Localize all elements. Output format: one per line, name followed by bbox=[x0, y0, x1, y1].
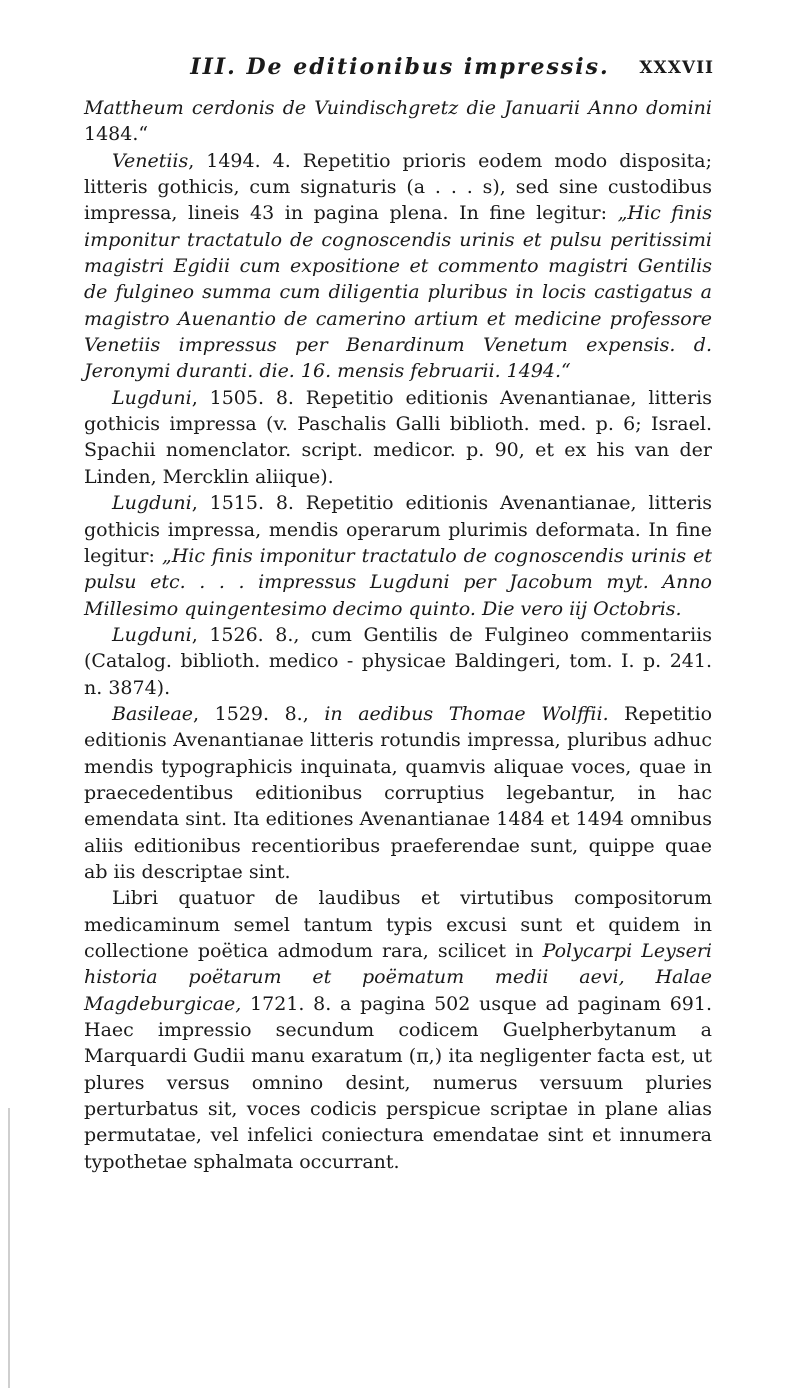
text-segment: 1721. 8. a pagina 502 usque ad paginam 691. Haec impressio secundum codicem Guelpherbytanum a Marquardi Gudii manu exaratum (π,) ita negligenter facta est, ut plures versus omnino desint, numerus versuum pluries perturbatus sit, voces codicis perspicue scriptae in plane alias permutatae, vel infelici coniectura emendatae sint et innumera typothetae sphalmata occurrant. bbox=[84, 992, 712, 1173]
text-segment: , 1529. 8., bbox=[193, 702, 325, 725]
running-title: III. De editionibus impressis. bbox=[190, 54, 610, 80]
text-segment: in aedibus Thomae Wolffii. bbox=[324, 702, 609, 725]
entry-paragraph bbox=[84, 701, 712, 885]
text-segment: Lugduni bbox=[112, 623, 192, 646]
text-segment: Libri quatuor de laudibus et virtutibus compositorum medicaminum semel tantum typis excusi sunt et quidem in collectione poëtica admodum rara, scilicet in bbox=[84, 887, 712, 962]
scan-margin-line bbox=[8, 1108, 10, 1388]
text-segment: , 1505. 8. Repetitio editionis Avenantianae, litteris gothicis impressa (v. Paschalis Galli biblioth. med. p. 6; Israel. Spachii nomenclator. script. medicor. p. 90, et ex his van der Linden, Mercklin aliique). bbox=[84, 386, 712, 488]
text-segment: Lugduni bbox=[112, 386, 192, 409]
entry-paragraph bbox=[84, 490, 712, 622]
text-segment: Mattheum cerdonis de Vuindischgretz die Januarii Anno domini bbox=[84, 97, 712, 119]
entry-paragraph bbox=[84, 95, 712, 148]
text-segment: , 1494. 4. Repetitio prioris eodem modo disposita; litteris gothicis, cum signaturis (a . . . s), sed sine custodibus impressa, lineis 43 in pagina plena. In fine legitur: bbox=[84, 149, 712, 225]
text-segment: Repetitio editionis Avenantianae litteris rotundis impressa, pluribus adhuc mendis typographicis inquinata, quamvis aliquae voces, quae in praecedentibus editionibus corruptius legebantur, in hac emendata sint. Ita editiones Avenantianae 1484 et 1494 omnibus aliis editionibus recentioribus praeferendae sunt, quippe quae ab iis descriptae sint. bbox=[84, 702, 713, 883]
text-segment: „Hic finis imponitur tractatulo de cognoscendis urinis et pulsu etc. . . . impressus Lugduni per Jacobum myt. Anno Millesimo quingentesimo decimo quinto. Die vero iij Octobris. bbox=[84, 544, 713, 620]
entry-paragraph bbox=[84, 385, 712, 490]
text-segment: Venetiis bbox=[112, 149, 189, 172]
entry-paragraph bbox=[84, 148, 712, 385]
text-segment: , 1515. 8. Repetitio editionis Avenantianae, litteris gothicis impressa, mendis operarum plurimis deformata. In fine legitur: bbox=[84, 492, 712, 567]
body-text bbox=[84, 95, 712, 1175]
text-segment: „Hic finis imponitur tractatulo de cognoscendis urinis et pulsu peritissimi magistri Egidii cum expositione et commento magistri Gentilis de fulgineo summa cum diligentia pluribus in locis castigatus a magistro Auenantio de camerino artium et medicine professore Venetiis impressus per Benardinum Venetum expensis. d. Jeronymi duranti. die. 16. mensis februarii. 1494.“ bbox=[84, 202, 712, 383]
text-segment: 1484.“ bbox=[84, 123, 149, 146]
text-segment: Lugduni bbox=[112, 492, 192, 515]
entry-paragraph bbox=[84, 622, 712, 701]
text-segment: Basileae bbox=[112, 702, 194, 725]
page-number: XXXVII bbox=[639, 58, 714, 78]
text-segment: , 1526. 8., cum Gentilis de Fulgineo commentariis (Catalog. biblioth. medico - physicae Baldingeri, tom. I. p. 241. n. 3874). bbox=[84, 623, 712, 699]
entry-paragraph bbox=[84, 885, 712, 1175]
text-segment: Polycarpi Leyseri historia poëtarum et poëmatum medii aevi, Halae Magdeburgicae, bbox=[84, 940, 713, 1015]
page-header bbox=[0, 52, 800, 88]
